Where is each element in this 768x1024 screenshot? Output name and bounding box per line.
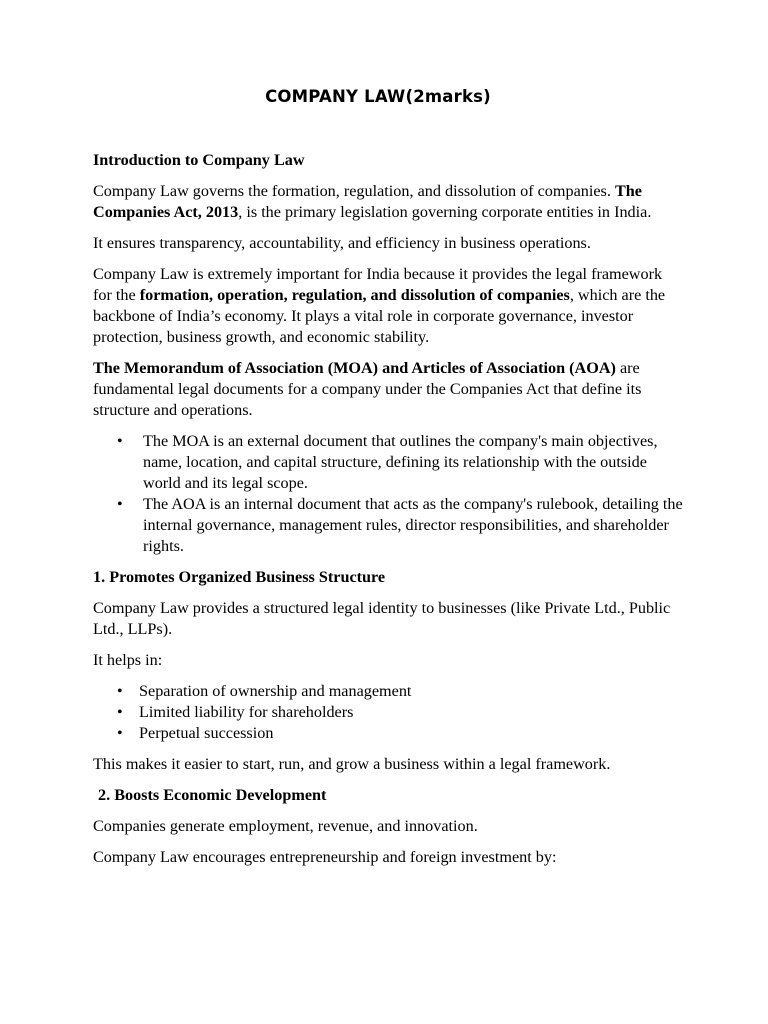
list-item-text: The MOA is an external document that outlines the company's main objectives, name, location, and capital structure, defining its relationship with the outside world and its legal scope. bbox=[143, 432, 658, 492]
intro-paragraph-2: It ensures transparency, accountability, and efficiency in business operations. bbox=[93, 234, 591, 252]
helps-list bbox=[93, 681, 683, 744]
list-item bbox=[93, 723, 683, 744]
section-1-heading: 1. Promotes Organized Business Structure bbox=[93, 568, 386, 586]
section-1-paragraph-3: This makes it easier to start, run, and grow a business within a legal framework. bbox=[93, 755, 611, 773]
list-item bbox=[93, 681, 683, 702]
bullet-icon: • bbox=[117, 683, 123, 700]
list-item-text: Separation of ownership and management bbox=[139, 682, 412, 700]
section-1-paragraph-2: It helps in: bbox=[93, 651, 163, 669]
intro-p3-post: , which are the backbone of India’s economy. It plays a vital role in corporate governance, investor protection, business growth, and economic stability. bbox=[93, 286, 666, 346]
intro-p3-pre: Company Law is extremely important for India because it provides the legal framework for the bbox=[93, 265, 663, 304]
section-1-paragraph-1: Company Law provides a structured legal identity to businesses (like Private Ltd., Public Ltd., LLPs). bbox=[93, 599, 671, 638]
list-item bbox=[93, 702, 683, 723]
list-item-text: The AOA is an internal document that acts as the company's rulebook, detailing the internal governance, management rules, director responsibilities, and shareholder rights. bbox=[143, 495, 683, 555]
document-title: COMPANY LAW(2marks) bbox=[265, 87, 491, 106]
bullet-icon: • bbox=[117, 433, 123, 450]
section-2-heading: 2. Boosts Economic Development bbox=[98, 786, 327, 804]
moa-aoa-list bbox=[93, 431, 683, 557]
intro-heading: Introduction to Company Law bbox=[93, 151, 305, 169]
bullet-icon: • bbox=[117, 496, 123, 513]
document-body bbox=[93, 86, 683, 878]
bullet-icon: • bbox=[117, 704, 123, 721]
list-item bbox=[93, 494, 683, 557]
list-item bbox=[93, 431, 683, 494]
intro-p3-bold: formation, operation, regulation, and dissolution of companies bbox=[139, 286, 570, 304]
moa-aoa-paragraph bbox=[93, 358, 683, 421]
intro-paragraph-3 bbox=[93, 264, 683, 348]
companies-act-bold: The Companies Act, 2013 bbox=[93, 182, 642, 221]
moa-aoa-bold: The Memorandum of Association (MOA) and Articles of Association (AOA) bbox=[93, 359, 616, 377]
list-item-text: Perpetual succession bbox=[139, 724, 274, 742]
list-item-text: Limited liability for shareholders bbox=[139, 703, 354, 721]
moa-aoa-rest: are fundamental legal documents for a company under the Companies Act that define its structure and operations. bbox=[93, 359, 642, 419]
intro-p1-rest: , is the primary legislation governing corporate entities in India. bbox=[238, 203, 652, 221]
intro-p1-text: Company Law governs the formation, regulation, and dissolution of companies. bbox=[93, 182, 611, 200]
intro-paragraph-1 bbox=[93, 181, 683, 223]
section-2-paragraph-1: Companies generate employment, revenue, and innovation. bbox=[93, 817, 478, 835]
section-2-paragraph-2: Company Law encourages entrepreneurship and foreign investment by: bbox=[93, 848, 557, 866]
bullet-icon: • bbox=[117, 725, 123, 742]
